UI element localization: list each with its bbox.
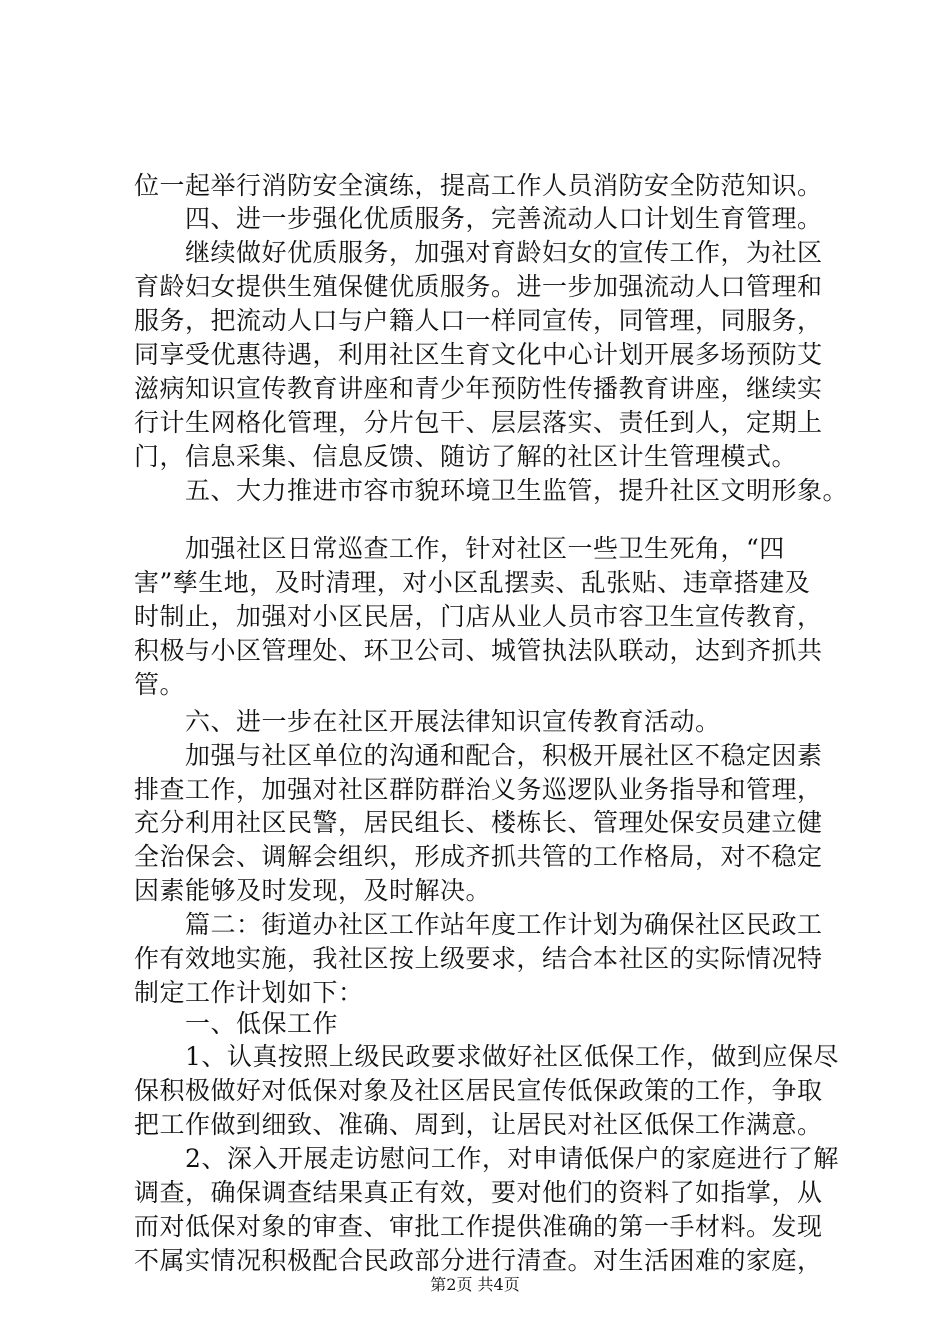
text-line: 滋病知识宣传教育讲座和青少年预防性传播教育讲座，继续实	[134, 374, 823, 403]
text-line: 加强社区日常巡查工作，针对社区一些卫生死角，“四	[134, 534, 785, 563]
text-line: 时制止，加强对小区民居，门店从业人员市容卫生宣传教育，	[134, 602, 823, 631]
text-line: 而对低保对象的审查、审批工作提供准确的第一手材料。发现	[134, 1212, 823, 1241]
text-line: 因素能够及时发现，及时解决。	[134, 876, 492, 905]
text-line: 2、深入开展走访慰问工作，对申请低保户的家庭进行了解	[134, 1144, 839, 1173]
text-line: 加强与社区单位的沟通和配合，积极开展社区不稳定因素	[134, 741, 823, 770]
text-line: 四、进一步强化优质服务，完善流动人口计划生育管理。	[134, 204, 823, 233]
text-line: 同享受优惠待遇，利用社区生育文化中心计划开展多场预防艾	[134, 340, 823, 369]
text-line: 保积极做好对低保对象及社区居民宣传低保政策的工作，争取	[134, 1076, 823, 1105]
text-line: 门，信息采集、信息反馈、随访了解的社区计生管理模式。	[134, 442, 798, 471]
text-line: 位一起举行消防安全演练，提高工作人员消防安全防范知识。	[134, 171, 823, 200]
text-line: 作有效地实施，我社区按上级要求，结合本社区的实际情况特	[134, 944, 823, 973]
text-line: 服务，把流动人口与户籍人口一样同宣传，同管理，同服务，	[134, 306, 823, 335]
text-line: 行计生网格化管理，分片包干、层层落实、责任到人，定期上	[134, 408, 823, 437]
text-line: 排查工作，加强对社区群防群治义务巡逻队业务指导和管理，	[134, 775, 823, 804]
text-line: 继续做好优质服务，加强对育龄妇女的宣传工作，为社区	[134, 238, 823, 267]
text-line: 积极与小区管理处、环卫公司、城管执法队联动，达到齐抓共	[134, 636, 823, 665]
text-line: 篇二：街道办社区工作站年度工作计划为确保社区民政工	[134, 910, 823, 939]
page-footer: 第2页 共4页	[430, 1275, 520, 1294]
text-line: 调查，确保调查结果真正有效，要对他们的资料了如指掌，从	[134, 1178, 823, 1207]
text-line: 全治保会、调解会组织，形成齐抓共管的工作格局，对不稳定	[134, 842, 823, 871]
text-line: 不属实情况积极配合民政部分进行清查。对生活困难的家庭，	[134, 1246, 823, 1275]
section-heading: 一、低保工作	[134, 1009, 339, 1038]
text-line: 管。	[134, 670, 186, 699]
text-line: 育龄妇女提供生殖保健优质服务。进一步加强流动人口管理和	[134, 272, 823, 301]
text-line: 把工作做到细致、准确、周到，让居民对社区低保工作满意。	[134, 1110, 823, 1139]
text-line: 制定工作计划如下：	[134, 978, 364, 1007]
section-heading: 五、大力推进市容市貌环境卫生监管，提升社区文明形象。	[134, 476, 849, 505]
text-line: 1、认真按照上级民政要求做好社区低保工作，做到应保尽	[134, 1042, 839, 1071]
text-line: 充分利用社区民警，居民组长、楼栋长、管理处保安员建立健	[134, 808, 823, 837]
text-line: 害”孳生地，及时清理，对小区乱摆卖、乱张贴、违章搭建及	[134, 568, 811, 597]
section-heading: 六、进一步在社区开展法律知识宣传教育活动。	[134, 707, 721, 736]
